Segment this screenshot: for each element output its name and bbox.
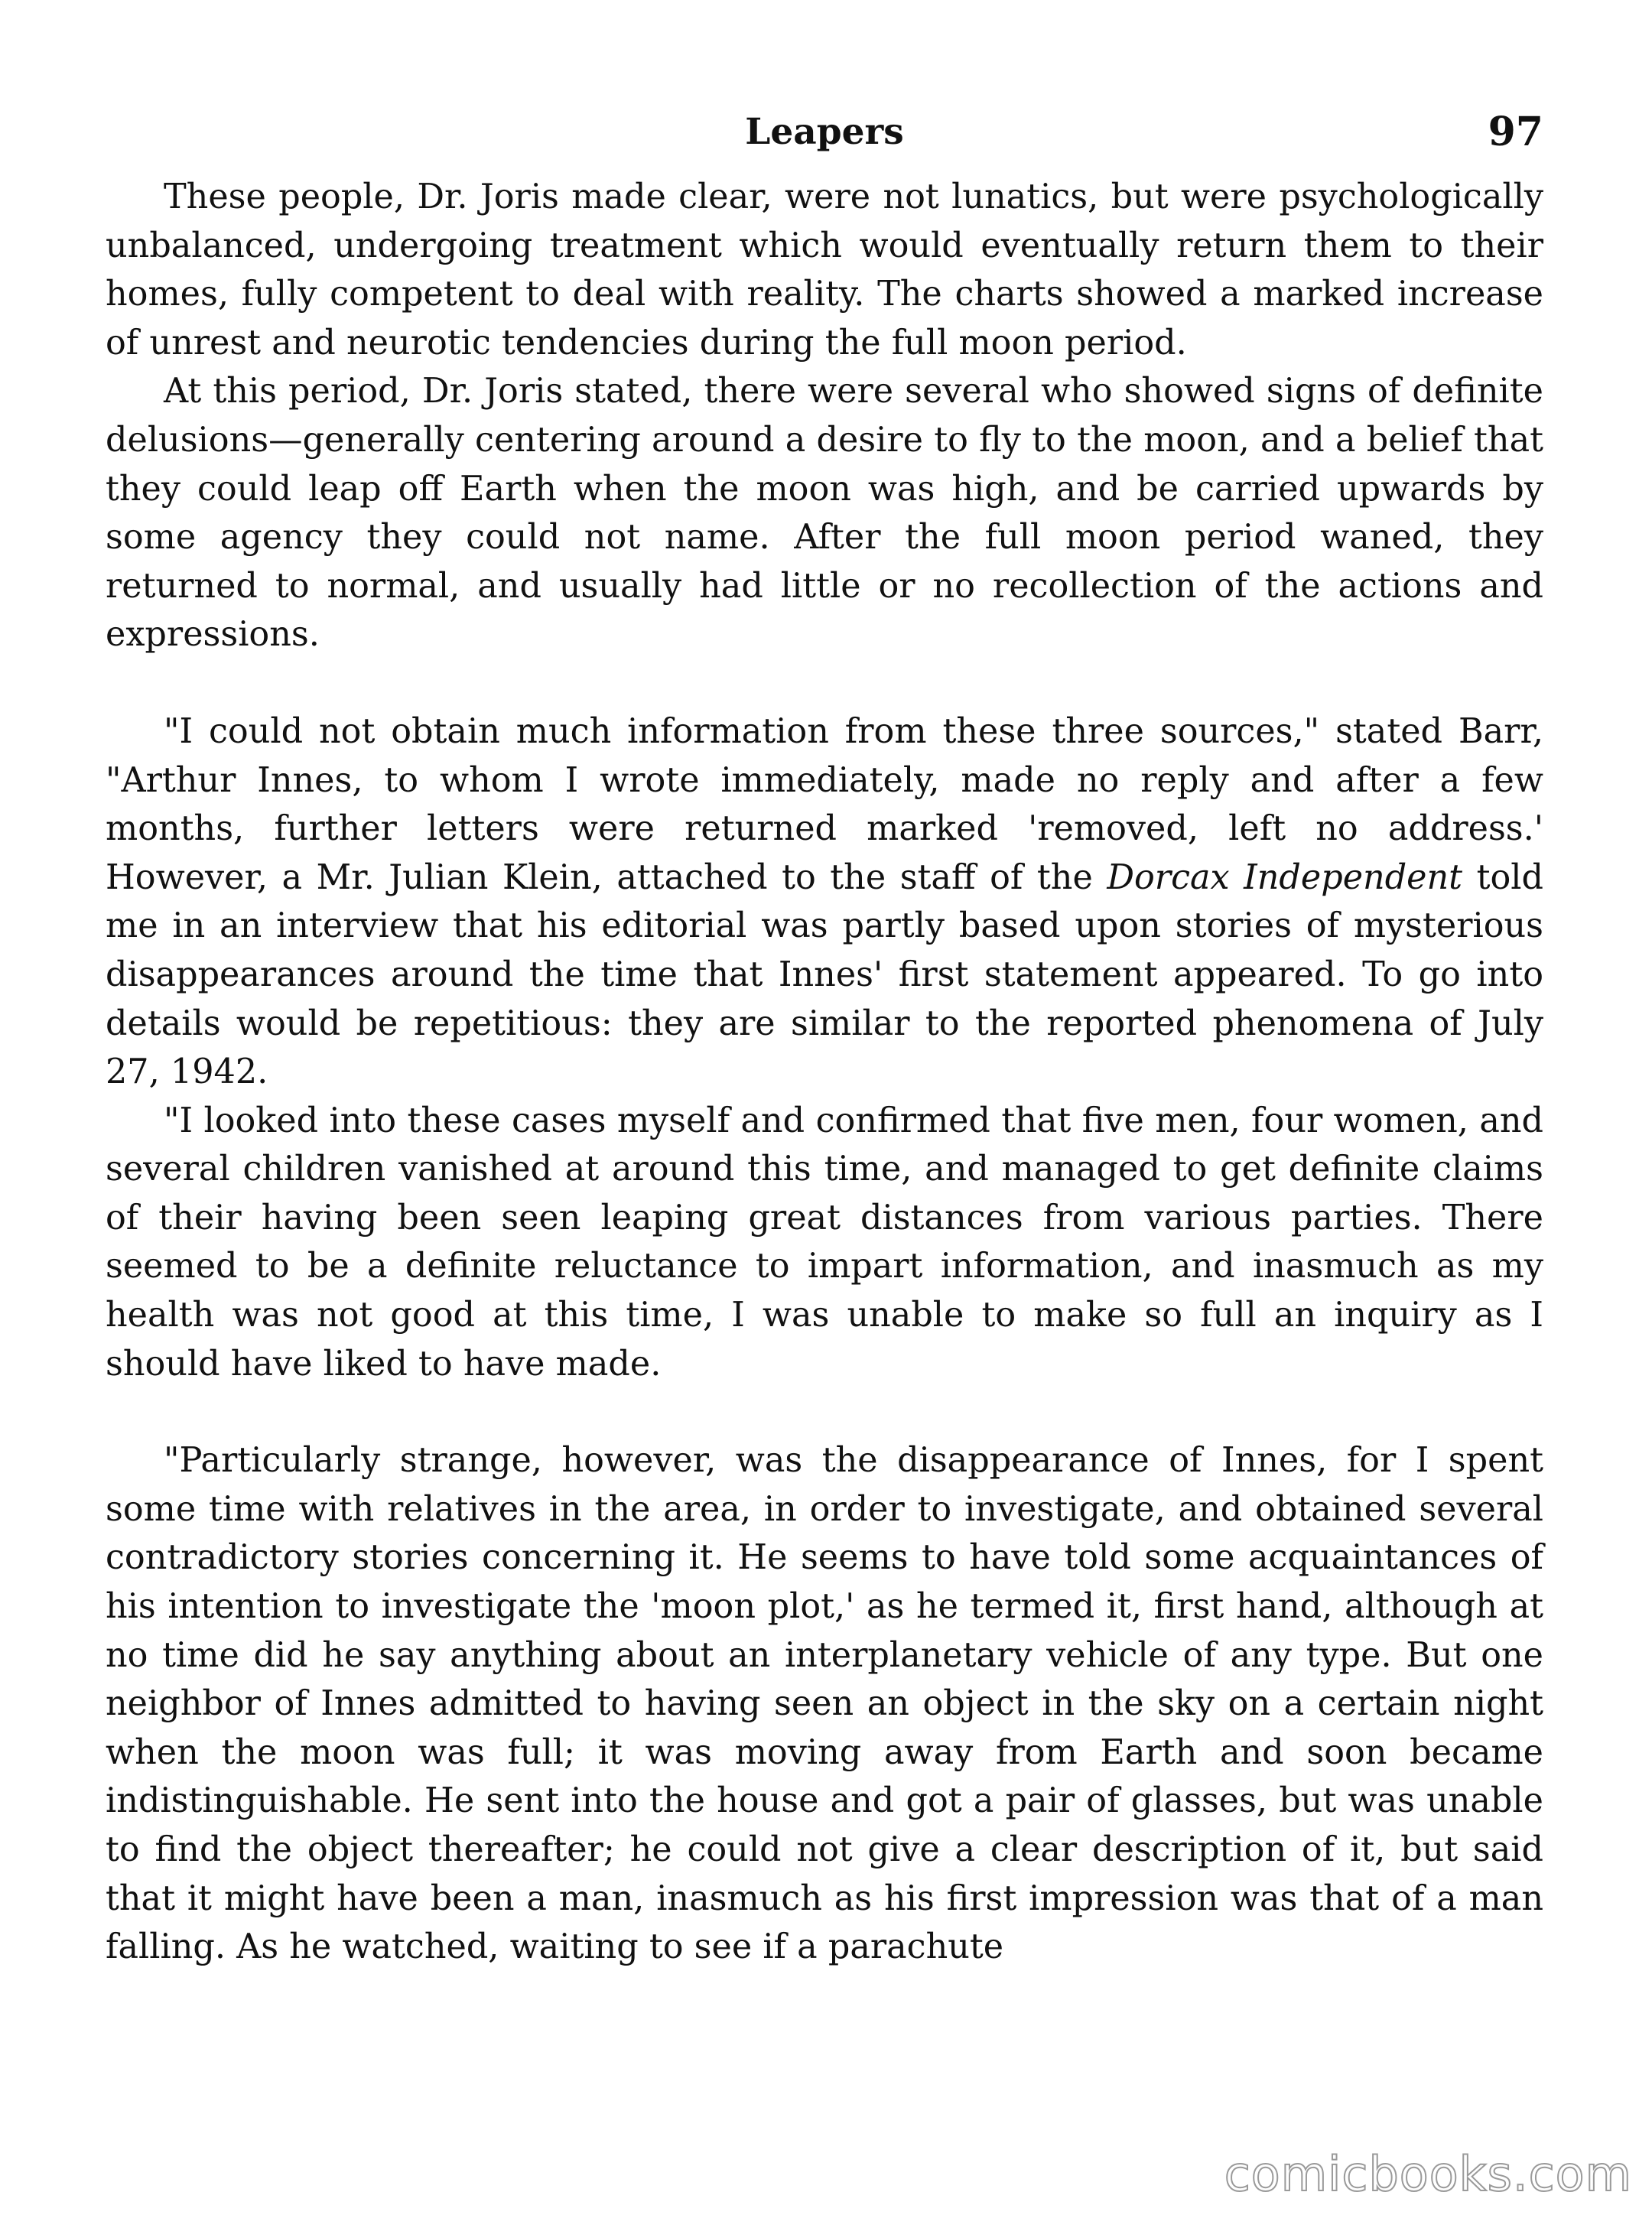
paragraph-3	[106, 707, 1543, 1097]
newspaper-title: Dorcax Independent	[1107, 857, 1463, 897]
paragraph-2-text: At this period, Dr. Joris stated, there were several who showed signs of definite delusions—generally centering around a desire to fly to the moon, and a belief that they could leap off Earth when the moon was high, and be carried upwards by some agency they could not name. After the full moon period waned, they returned to normal, and usually had little or no recollection of the actions and expressions.	[106, 372, 1543, 655]
running-title: Leapers	[745, 111, 904, 153]
running-head	[106, 106, 1543, 159]
paragraph-5	[106, 1436, 1543, 1972]
paragraph-1	[106, 173, 1543, 367]
book-page	[106, 0, 1543, 2218]
paragraph-3-text-end: told me in an interview that his editorial was partly based upon stories of mysterious disappearances around the time that Innes' first statement appeared. To go into details would be repetitious: they are similar to the reported phenomena of July 27, 1942.	[106, 857, 1543, 1092]
paragraph-3-text-start: "I could not obtain much information from these three sources," stated Barr, "Arthur Innes, to whom I wrote immediately, made no reply and after a few months, further letters were returned marked 'removed, left no address.' However, a Mr. Julian Klein, attached to the staff of the	[106, 711, 1543, 897]
paragraph-5-text: "Particularly strange, however, was the disappearance of Innes, for I spent some time with relatives in the area, in order to investigate, and obtained several contradictory stories concerning it. He seems to have told some acquaintances of his intention to investigate the 'moon plot,' as he termed it, first hand, although at no time did he say anything about an interplanetary vehicle of any type. But one neighbor of Innes admitted to having seen an object in the sky on a certain night when the moon was full; it was moving away from Earth and soon became indistinguishable. He sent into the house and got a pair of glasses, but was unable to find the object thereafter; he could not give a clear description of it, but said that it might have been a man, inasmuch as his first impression was that of a man falling. As he watched, waiting to see if a parachute	[106, 1441, 1543, 1967]
paragraph-2	[106, 367, 1543, 659]
body-text	[106, 173, 1543, 1972]
watermark-logo: comicbooks.com	[1224, 2146, 1632, 2202]
paragraph-4-text: "I looked into these cases myself and confirmed that five men, four women, and several children vanished at around this time, and managed to get definite claims of their having been seen leaping great distances from various parties. There seemed to be a definite reluctance to impart information, and inasmuch as my health was not good at this time, I was unable to make so full an inquiry as I should have liked to have made.	[106, 1101, 1543, 1384]
page-number: 97	[1488, 109, 1543, 155]
paragraph-4	[106, 1097, 1543, 1389]
paragraph-1-text: These people, Dr. Joris made clear, were not lunatics, but were psychologically unbalanced, undergoing treatment which would eventually return them to their homes, fully competent to deal with reality. The charts showed a marked increase of unrest and neurotic tendencies during the full moon period.	[106, 177, 1543, 363]
